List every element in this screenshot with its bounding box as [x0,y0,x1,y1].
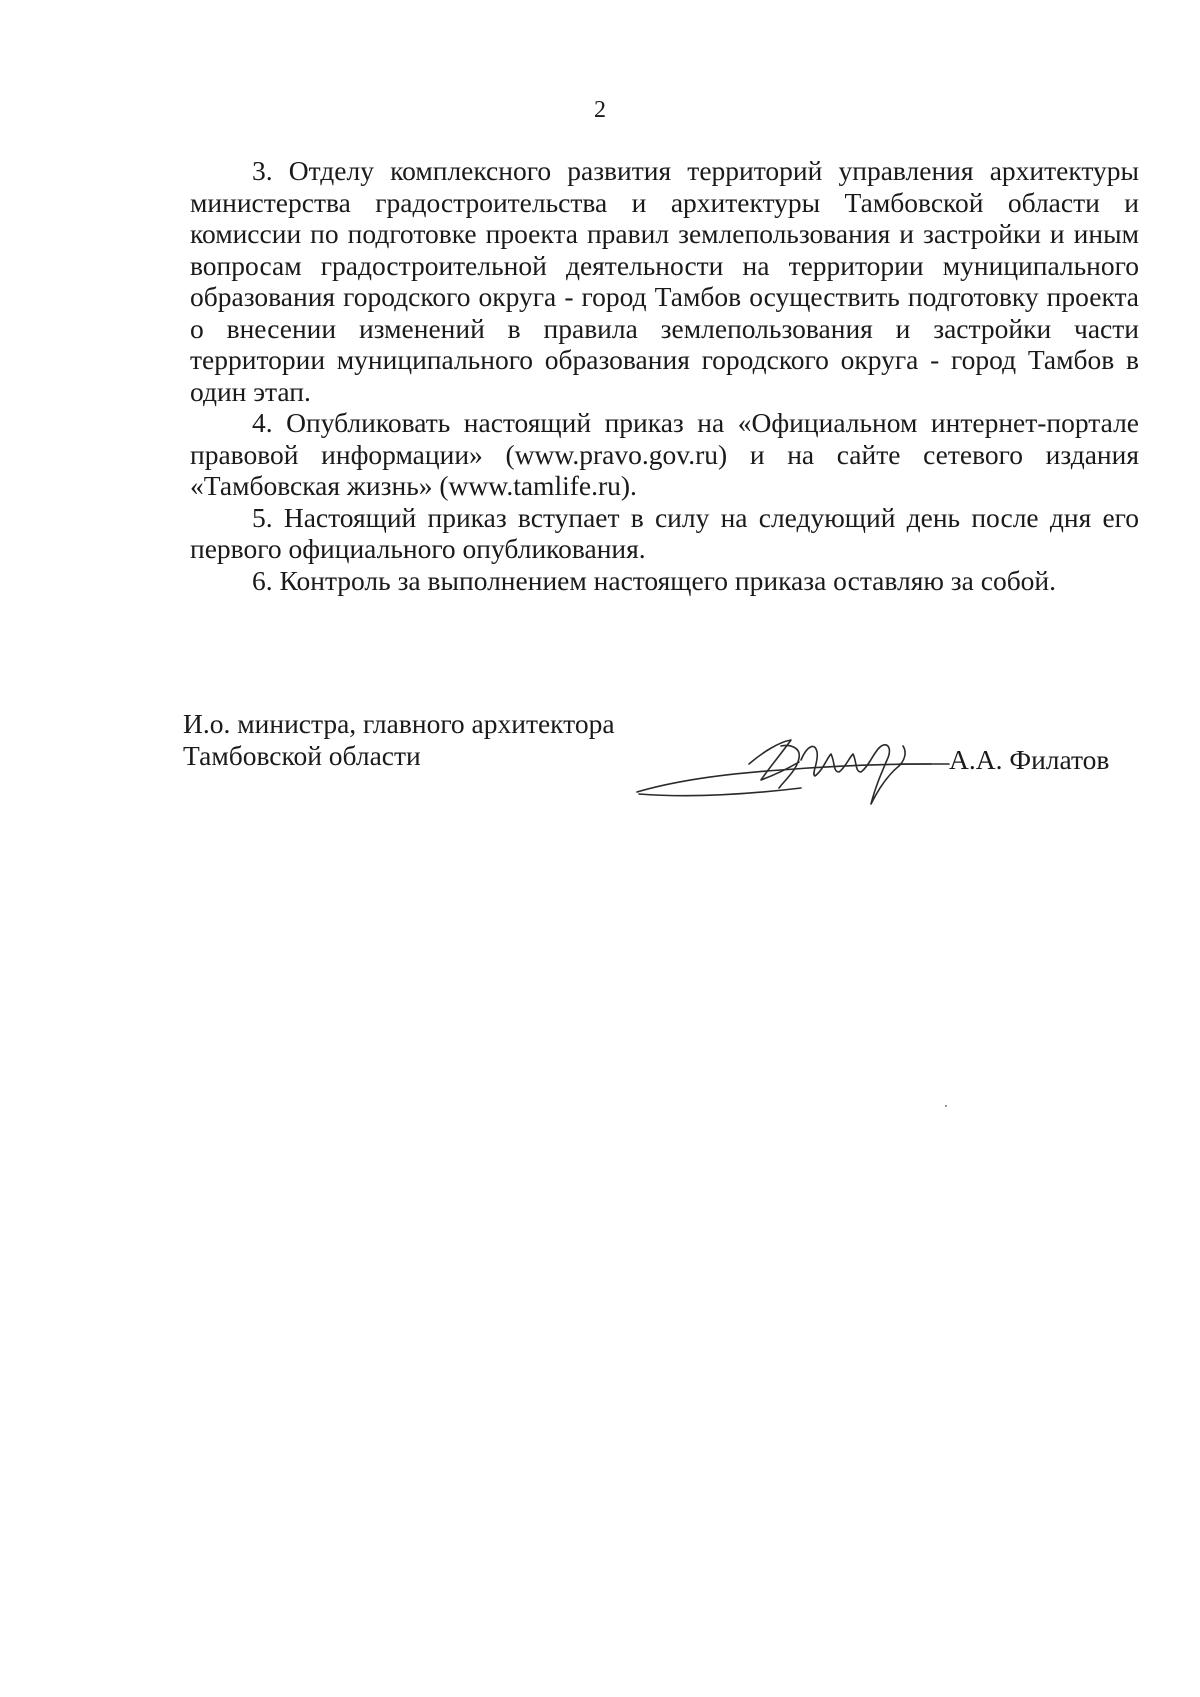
paragraph-5: 5. Настоящий приказ вступает в силу на следующий день после дня его первого официального опубликования. [190,501,1139,564]
signatory-title [183,708,615,772]
signature-body-stroke [801,746,879,776]
signatory-title-line-2: Тамбовской области [183,740,421,771]
paragraph-4: 4. Опубликовать настоящий приказ на «Официальном интернет-портале правовой информации» (www.pravo.gov.ru) и на сайте сетевого издания «Тамбовская жизнь» (www.tamlife.ru). [190,407,1139,501]
scan-speck [945,1105,947,1107]
paragraph-3: 3. Отделу комплексного развития территорий управления архитектуры министерства градостроительства и архитектуры Тамбовской области и комиссии по подготовке проекта правил землепользования и застройки и иным вопросам градостроительной деятельности на территории муниципального образования городского округа - город Тамбов осуществить подготовку проекта о внесении изменений в правила землепользования и застройки части территории муниципального образования городского округа - город Тамбов в один этап. [190,155,1139,407]
page-number: 2 [594,97,606,123]
document-body [190,155,1139,596]
signature-block [183,708,1143,818]
handwritten-signature [631,718,961,808]
signature-tail-stroke [871,745,905,804]
paragraph-6: 6. Контроль за выполнением настоящего приказа оставляю за собой. [252,564,1057,596]
signature-underline-return [639,788,801,796]
signatory-title-line-1: И.о. министра, главного архитектора [183,708,615,739]
signatory-name: А.А. Филатов [949,744,1110,775]
